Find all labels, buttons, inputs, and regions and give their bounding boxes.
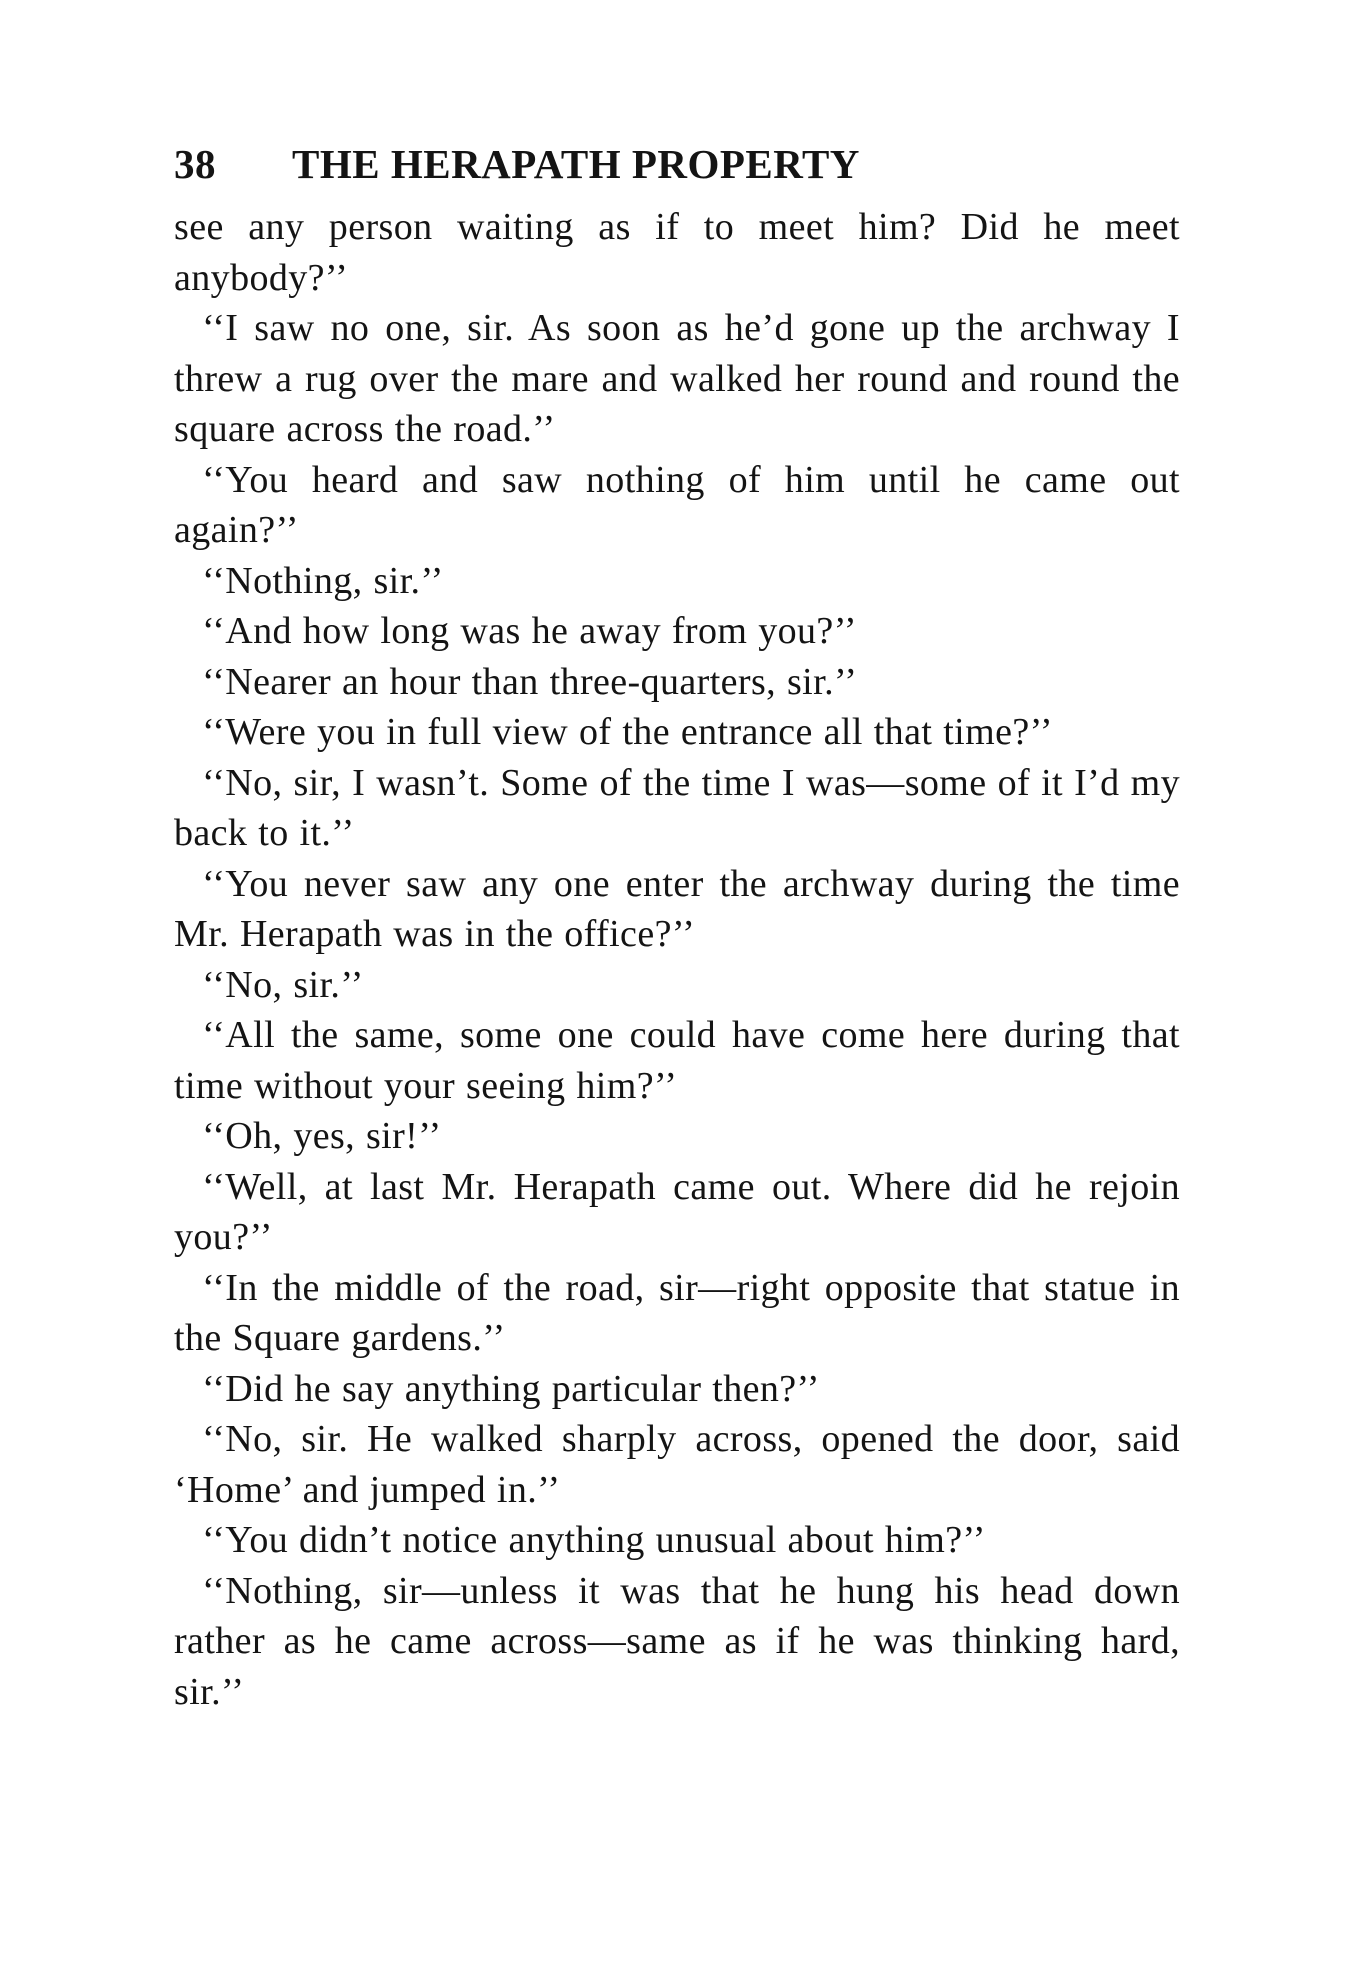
page-number: 38 <box>174 141 216 187</box>
body-text <box>174 202 1180 1717</box>
paragraph: ‘‘Well, at last Mr. Herapath came out. Where did he rejoin you?’’ <box>174 1165 1180 1258</box>
paragraph: ‘‘No, sir.’’ <box>202 963 364 1006</box>
paragraph: ‘‘No, sir, I wasn’t. Some of the time I was—some of it I’d my back to it.’’ <box>174 761 1180 854</box>
paragraph: ‘‘You didn’t notice anything unusual about him?’’ <box>202 1519 986 1561</box>
paragraph: ‘‘And how long was he away from you?’’ <box>202 610 857 652</box>
paragraph: ‘‘In the middle of the road, sir—right opposite that statue in the Square gardens.’’ <box>174 1266 1180 1359</box>
running-title: THE HERAPATH PROPERTY <box>292 141 860 187</box>
paragraph: ‘‘Nothing, sir—unless it was that he hung his head down rather as he came across—same as if he was thinking hard, sir.’’ <box>174 1569 1180 1713</box>
paragraph: ‘‘Did he say anything particular then?’’ <box>202 1367 820 1410</box>
paragraph: ‘‘You never saw any one enter the archway during the time Mr. Herapath was in the office?’’ <box>174 862 1180 955</box>
paragraph: ‘‘All the same, some one could have come here during that time without your seeing him?’’ <box>174 1014 1180 1107</box>
paragraph: ‘‘No, sir. He walked sharply across, opened the door, said ‘Home’ and jumped in.’’ <box>174 1418 1180 1511</box>
paragraph: ‘‘Were you in full view of the entrance all that time?’’ <box>202 711 1053 753</box>
paragraph: ‘‘Nothing, sir.’’ <box>202 559 444 602</box>
paragraph: ‘‘Oh, yes, sir!’’ <box>202 1115 442 1157</box>
paragraph: see any person waiting as if to meet him? Did he meet anybody?’’ <box>174 206 1180 299</box>
book-page <box>174 140 1180 1717</box>
running-head <box>174 140 1180 192</box>
paragraph: ‘‘You heard and saw nothing of him until he came out again?’’ <box>174 458 1180 551</box>
paragraph: ‘‘Nearer an hour than three-quarters, sir.’’ <box>202 660 858 703</box>
paragraph: ‘‘I saw no one, sir. As soon as he’d gone up the archway I threw a rug over the mare and walked her round and round the square across the road.’’ <box>174 307 1180 450</box>
